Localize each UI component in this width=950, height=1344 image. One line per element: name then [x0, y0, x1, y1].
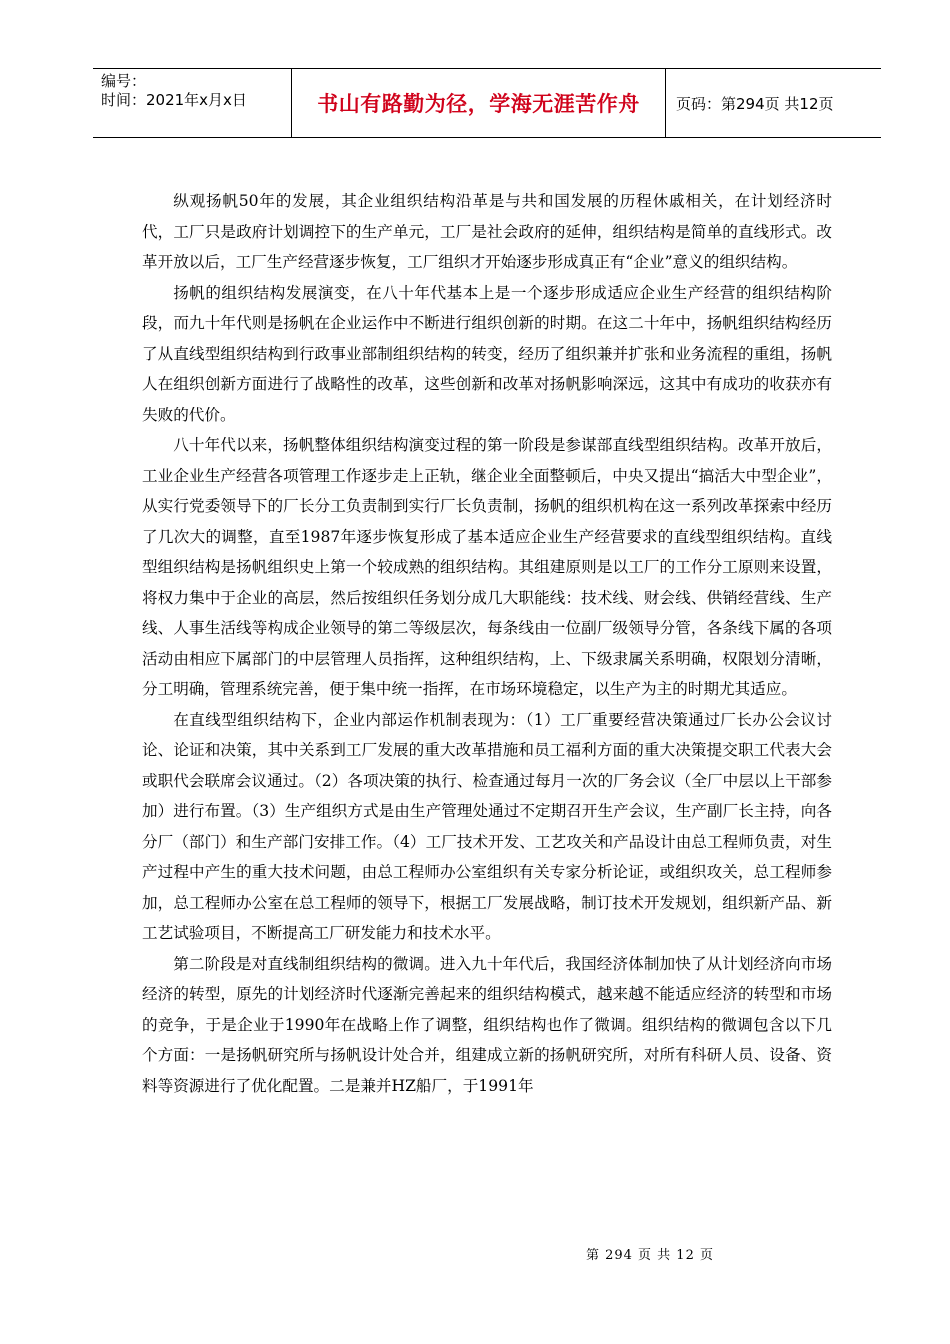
- header-page-info: 页码：第294页 共12页: [676, 94, 834, 113]
- paragraph-1: 纵观扬帆50年的发展，其企业组织结构沿革是与共和国发展的历程休戚相关，在计划经济时代，工厂只是政府计划调控下的生产单元，工厂是社会政府的延伸，组织结构是简单的直线形式。改革开放以后，工厂生产经营逐步恢复，工厂组织才开始逐步形成真正有“企业”意义的组织结构。: [142, 192, 832, 271]
- document-number-label: 编号：: [101, 72, 147, 90]
- paragraph-5: 第二阶段是对直线制组织结构的微调。进入九十年代后，我国经济体制加快了从计划经济向市场经济的转型，原先的计划经济时代逐渐完善起来的组织结构模式，越来越不能适应经济的转型和市场的竞争，于是企业于1990年在战略上作了调整，组织结构也作了微调。组织结构的微调包含以下几个方面：一是扬帆研究所与扬帆设计处合并，组建成立新的扬帆研究所，对所有科研人员、设备、资料等资源进行了优化配置。二是兼并HZ船厂，于1991年: [142, 954, 832, 1095]
- document-body: [142, 186, 832, 1101]
- paragraph-4: 在直线型组织结构下，企业内部运作机制表现为：（1）工厂重要经营决策通过厂长办公会议讨论、论证和决策，其中关系到工厂发展的重大改革措施和员工福利方面的重大决策提交职工代表大会或职代会联席会议通过。（2）各项决策的执行、检查通过每月一次的厂务会议（全厂中层以上干部参加）进行布置。（3）生产组织方式是由生产管理处通过不定期召开生产会议，生产副厂长主持，向各分厂（部门）和生产部门安排工作。（4）工厂技术开发、工艺攻关和产品设计由总工程师负责，对生产过程中产生的重大技术问题，由总工程师办公室组织有关专家分析论证，或组织攻关，总工程师参加，总工程师办公室在总工程师的领导下，根据工厂发展战略，制订技术开发规划，组织新产品、新工艺试验项目，不断提高工厂研发能力和技术水平。: [142, 710, 832, 942]
- page-header: [93, 68, 881, 138]
- paragraph-3: 八十年代以来，扬帆整体组织结构演变过程的第一阶段是参谋部直线型组织结构。改革开放后，工业企业生产经营各项管理工作逐步走上正轨，继企业全面整顿后，中央又提出“搞活大中型企业”，从实行党委领导下的厂长分工负责制到实行厂长负责制，扬帆的组织机构在这一系列改革探索中经历了几次大的调整，直至1987年逐步恢复形成了基本适应企业生产经营要求的直线型组织结构。直线型组织结构是扬帆组织史上第一个较成熟的组织结构。其组建原则是以工厂的工作分工原则来设置，将权力集中于企业的高层，然后按组织任务划分成几大职能线：技术线、财会线、供销经营线、生产线、人事生活线等构成企业领导的第二等级层次，每条线由一位副厂级领导分管，各条线下属的各项活动由相应下属部门的中层管理人员指挥，这种组织结构，上、下级隶属关系明确，权限划分清晰，分工明确，管理系统完善，便于集中统一指挥，在市场环境稳定，以生产为主的时期尤其适应。: [142, 436, 832, 698]
- header-motto: 书山有路勤为径，学海无涯苦作舟: [292, 69, 666, 137]
- page-footer: 第 294 页 共 12 页: [585, 1248, 714, 1263]
- document-time-label: 时间：2021年x月x日: [101, 91, 247, 109]
- header-meta: [93, 69, 292, 137]
- paragraph-2: 扬帆的组织结构发展演变，在八十年代基本上是一个逐步形成适应企业生产经营的组织结构阶段，而九十年代则是扬帆在企业运作中不断进行组织创新的时期。在这二十年中，扬帆组织结构经历了从直线型组织结构到行政事业部制组织结构的转变，经历了组织兼并扩张和业务流程的重组，扬帆人在组织创新方面进行了战略性的改革，这些创新和改革对扬帆影响深远，这其中有成功的收获亦有失败的代价。: [142, 283, 832, 424]
